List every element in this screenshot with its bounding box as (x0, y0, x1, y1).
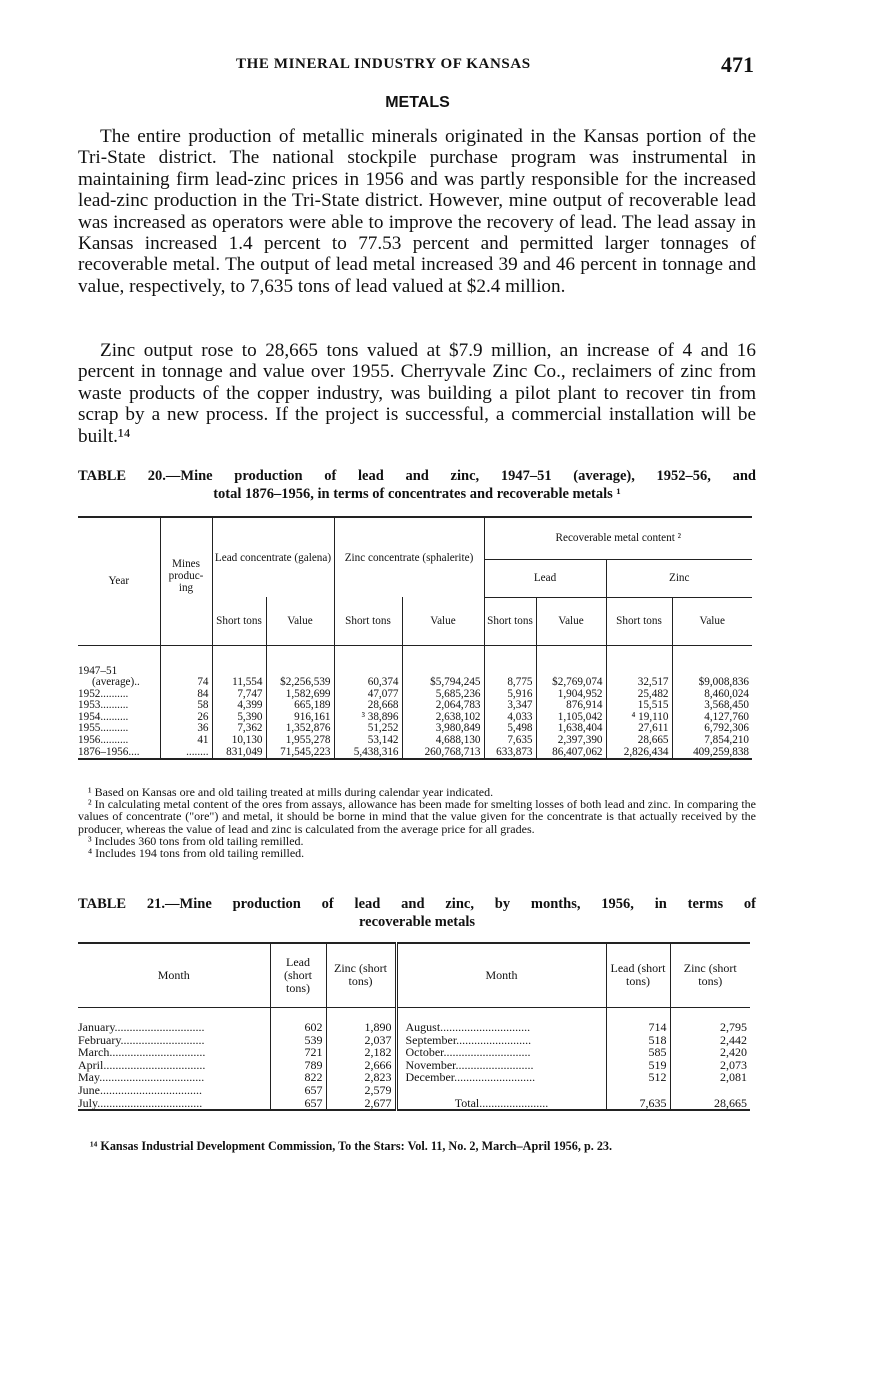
cell: 822 (270, 1071, 326, 1084)
caption-line: recoverable metals (358, 914, 476, 930)
cell: 3,347 (484, 700, 536, 712)
cell: 26 (160, 712, 212, 724)
cell: 4,033 (484, 712, 536, 724)
cell: 876,914 (536, 700, 606, 712)
cell: 36 (160, 723, 212, 735)
caption-line: TABLE 21.—Mine production of lead and zinc, by months, 1956, in terms of (78, 896, 756, 912)
cell: 2,823 (326, 1071, 396, 1084)
footnote: ¹ Based on Kansas ore and old tailing treated at mills during calendar year indicated. (88, 785, 494, 799)
cell: 539 (270, 1034, 326, 1047)
paragraph-text: Zinc output rose to 28,665 tons valued at $7.9 million, an increase of 4 and 16 percent in tonnage and value over 1955. Cherryvale Zinc Co., reclaimers of zinc from waste products of the copper industry, was building a pilot plant to recover tin from scrap by a new process. If the project is successful, a commercial installation will be built.¹⁴ (78, 340, 756, 447)
cell-year: 1947–51 (78, 664, 118, 677)
cell: 2,638,102 (402, 712, 484, 724)
cell-month: February............................ (78, 1032, 205, 1047)
cell: 86,407,062 (536, 747, 606, 760)
cell-total-label: Total....................... (396, 1097, 606, 1111)
cell: 1,904,952 (536, 689, 606, 701)
table-row (78, 747, 752, 760)
cell: 60,374 (334, 677, 402, 689)
paragraph-2 (78, 340, 756, 447)
cell-year: 1952.......... (78, 687, 129, 700)
cell: 2,666 (326, 1059, 396, 1072)
cell-month: June.................................. (78, 1082, 202, 1097)
cell: 51,252 (334, 723, 402, 735)
cell: 585 (606, 1046, 670, 1059)
cell: 260,768,713 (402, 747, 484, 760)
table20-caption (78, 467, 756, 503)
cell: 1,890 (326, 1021, 396, 1034)
cell-total: 28,665 (670, 1097, 750, 1111)
cell: 789 (270, 1059, 326, 1072)
cell-year: 1876–1956.... (78, 747, 160, 760)
header-zinc: Zinc (606, 559, 752, 597)
cell: 47,077 (334, 689, 402, 701)
cell: 84 (160, 689, 212, 701)
cell-year: 1954.......... (78, 710, 129, 723)
cell: 831,049 (212, 747, 266, 760)
cell: 409,259,838 (672, 747, 752, 760)
cell-month: October............................. (396, 1046, 606, 1059)
paragraph-1 (78, 126, 756, 297)
header-month: Month (78, 943, 270, 1007)
header-mines: Mines produc-ing (160, 517, 212, 645)
cell: 5,438,316 (334, 747, 402, 760)
cell: 657 (270, 1084, 326, 1097)
cell: 27,611 (606, 723, 672, 735)
header-lead: Lead (short tons) (270, 943, 326, 1007)
cell: 11,554 (212, 677, 266, 689)
cell: 657 (270, 1097, 326, 1111)
cell: 2,442 (670, 1034, 750, 1047)
paragraph-text: The entire production of metallic minerals originated in the Kansas portion of the Tri-State district. The national stockpile purchase program was instrumental in maintaining firm lead-zinc prices in 1956 and was partly responsible for the increased lead-zinc production in the Tri-State district. However, mine output of recoverable lead was increased as operators were able to improve the recovery of lead. The lead assay in Kansas increased 1.4 percent to 77.53 percent and permitted larger tonnages of recoverable metal. The output of lead metal increased 39 and 46 percent in tonnage and value, respectively, to 7,635 tons of lead valued at $2.4 million. (78, 126, 756, 297)
cell: 2,420 (670, 1046, 750, 1059)
header-value: Value (266, 597, 334, 645)
cell: 8,460,024 (672, 689, 752, 701)
cell: 74 (160, 677, 212, 689)
header-month: Month (396, 943, 606, 1007)
cell: 4,399 (212, 700, 266, 712)
cell: 7,854,210 (672, 735, 752, 747)
running-title: THE MINERAL INDUSTRY OF KANSAS (236, 56, 531, 72)
cell: 1,352,876 (266, 723, 334, 735)
cell: 2,677 (326, 1097, 396, 1111)
cell: 5,916 (484, 689, 536, 701)
page-header (78, 52, 754, 80)
table-row (78, 735, 752, 747)
cell: 2,182 (326, 1046, 396, 1059)
cell: 28,668 (334, 700, 402, 712)
header-recoverable: Recoverable metal content ² (484, 517, 752, 559)
cell: 602 (270, 1021, 326, 1034)
cell: 15,515 (606, 700, 672, 712)
bottom-footnote: ¹⁴ Kansas Industrial Development Commission, To the Stars: Vol. 11, No. 2, March–April 1956, p. 23. (90, 1139, 613, 1153)
cell: 1,105,042 (536, 712, 606, 724)
cell: 1,582,699 (266, 689, 334, 701)
cell: 2,826,434 (606, 747, 672, 760)
page-number: 471 (721, 52, 754, 77)
table-row (78, 1097, 750, 1111)
cell: 4,688,130 (402, 735, 484, 747)
cell: 2,397,390 (536, 735, 606, 747)
cell: 3,980,849 (402, 723, 484, 735)
cell: $2,256,539 (266, 677, 334, 689)
caption-line: total 1876–1956, in terms of concentrates and recoverable metals ¹ (213, 486, 621, 502)
cell: 518 (606, 1034, 670, 1047)
cell-total: 7,635 (606, 1097, 670, 1111)
cell: 665,189 (266, 700, 334, 712)
cell: 2,081 (670, 1071, 750, 1084)
header-zinc: Zinc (short tons) (326, 943, 396, 1007)
header-zinc: Zinc (short tons) (670, 943, 750, 1007)
cell: 2,795 (670, 1021, 750, 1034)
cell (606, 1084, 670, 1097)
cell: 2,073 (670, 1059, 750, 1072)
header-lead: Lead (484, 559, 606, 597)
cell-month: November.......................... (396, 1059, 606, 1072)
cell-month: May................................... (78, 1070, 205, 1085)
cell-month: March................................ (78, 1045, 206, 1060)
cell-month: August.............................. (396, 1021, 606, 1034)
cell: 41 (160, 735, 212, 747)
cell-year: 1953.......... (78, 699, 129, 712)
cell: 5,685,236 (402, 689, 484, 701)
header-short-tons: Short tons (334, 597, 402, 645)
cell: 25,482 (606, 689, 672, 701)
cell: 8,775 (484, 677, 536, 689)
header-value: Value (672, 597, 752, 645)
cell: 5,498 (484, 723, 536, 735)
cell: 6,792,306 (672, 723, 752, 735)
table20-footnotes (78, 786, 756, 859)
footnote: ² In calculating metal content of the ores from assays, allowance has been made for smelting losses of both lead and zinc. In comparing the values of concentrate ("ore") and metal, it should be borne in mind that the value given for the concentrate is that actually received by the producer, whereas the value of lead and zinc is calculated from the average price for all grades. (78, 797, 756, 836)
cell-month: January.............................. (78, 1020, 205, 1034)
cell: 2,579 (326, 1084, 396, 1097)
cell: 7,747 (212, 689, 266, 701)
cell: 916,161 (266, 712, 334, 724)
cell: 2,064,783 (402, 700, 484, 712)
header-short-tons: Short tons (484, 597, 536, 645)
header-value: Value (536, 597, 606, 645)
cell: 53,142 (334, 735, 402, 747)
table-row (78, 1084, 750, 1097)
cell-month: September......................... (396, 1034, 606, 1047)
header-value: Value (402, 597, 484, 645)
header-lead: Lead (short tons) (606, 943, 670, 1007)
table21 (78, 942, 750, 1111)
cell: 5,390 (212, 712, 266, 724)
cell: 1,955,278 (266, 735, 334, 747)
cell: 7,635 (484, 735, 536, 747)
cell: 519 (606, 1059, 670, 1072)
cell-year: 1956.......... (78, 734, 129, 747)
cell: ⁴ 19,110 (606, 712, 672, 724)
cell: ........ (160, 747, 212, 760)
cell-year: (average).. (92, 676, 140, 689)
cell: 1,638,404 (536, 723, 606, 735)
cell: 10,130 (212, 735, 266, 747)
table-row (78, 1021, 750, 1034)
cell: 28,665 (606, 735, 672, 747)
cell: $5,794,245 (402, 677, 484, 689)
cell-year: 1955.......... (78, 722, 129, 735)
header-year: Year (78, 517, 160, 645)
table-row (78, 677, 752, 689)
cell: 512 (606, 1071, 670, 1084)
cell: ³ 38,896 (334, 712, 402, 724)
header-short-tons: Short tons (606, 597, 672, 645)
footnote: ³ Includes 360 tons from old tailing remilled. (88, 833, 304, 848)
cell: 32,517 (606, 677, 672, 689)
table21-caption (78, 895, 756, 931)
footnote: ⁴ Includes 194 tons from old tailing remilled. (88, 846, 305, 861)
cell: $2,769,074 (536, 677, 606, 689)
cell: $9,008,836 (672, 677, 752, 689)
cell-month: July................................... (78, 1097, 270, 1111)
caption-line: TABLE 20.—Mine production of lead and zinc, 1947–51 (average), 1952–56, and (78, 468, 756, 484)
cell: 2,037 (326, 1034, 396, 1047)
section-title: METALS (385, 94, 450, 111)
cell: 4,127,760 (672, 712, 752, 724)
cell-month: April.................................. (78, 1057, 206, 1072)
table-row (78, 1046, 750, 1059)
cell: 7,362 (212, 723, 266, 735)
cell-month (396, 1084, 606, 1097)
cell: 633,873 (484, 747, 536, 760)
header-short-tons: Short tons (212, 597, 266, 645)
table20 (78, 516, 752, 760)
header-zinc-concentrate: Zinc concentrate (sphalerite) (334, 517, 484, 597)
cell: 714 (606, 1021, 670, 1034)
cell-month: December........................... (396, 1071, 606, 1084)
cell: 58 (160, 700, 212, 712)
cell: 71,545,223 (266, 747, 334, 760)
cell (670, 1084, 750, 1097)
cell: 3,568,450 (672, 700, 752, 712)
cell: 721 (270, 1046, 326, 1059)
header-lead-concentrate: Lead concentrate (galena) (212, 517, 334, 597)
